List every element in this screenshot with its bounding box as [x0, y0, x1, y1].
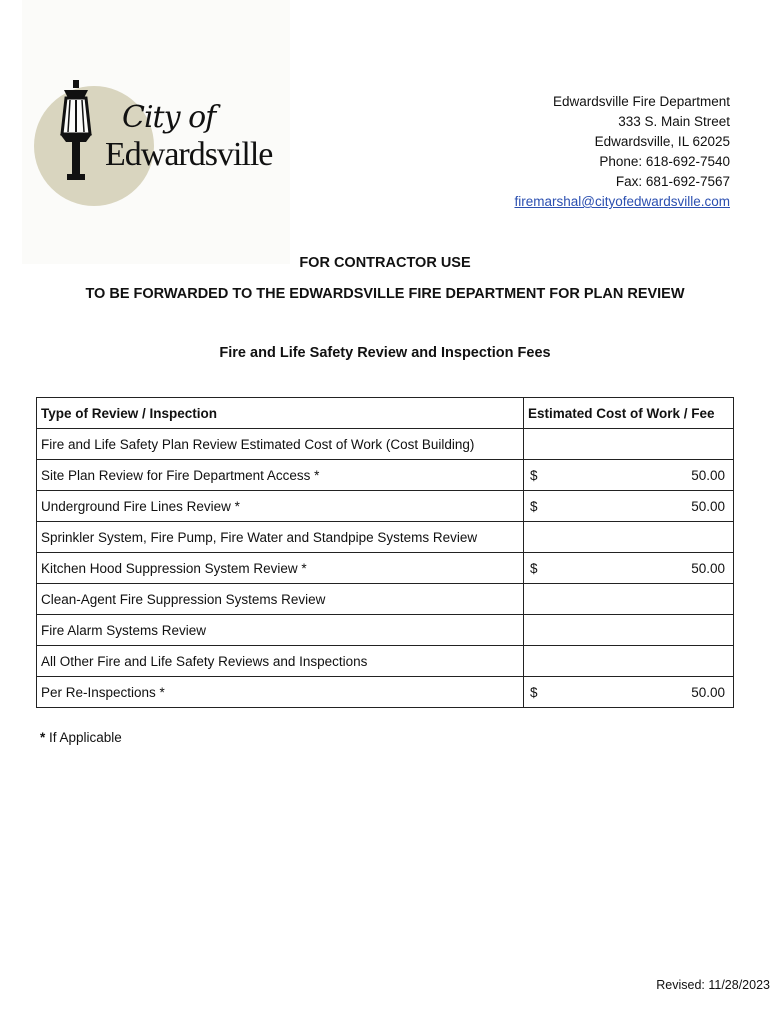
footnote — [40, 730, 122, 745]
table-row — [37, 615, 734, 646]
contractor-use-heading: FOR CONTRACTOR USE — [299, 255, 471, 271]
table-row — [37, 522, 734, 553]
currency-symbol: $ — [530, 560, 538, 576]
fee-cell — [524, 429, 734, 460]
review-type-cell: All Other Fire and Life Safety Reviews and Inspections — [37, 646, 524, 677]
review-type-cell: Underground Fire Lines Review * — [37, 491, 524, 522]
fee-cell — [524, 522, 734, 553]
fee-amount: 50.00 — [691, 560, 725, 576]
fee-cell — [524, 677, 734, 708]
footnote-text: If Applicable — [45, 730, 122, 745]
phone-number: Phone: 618-692-7540 — [599, 154, 730, 169]
header-type: Type of Review / Inspection — [37, 398, 524, 429]
currency-symbol: $ — [530, 498, 538, 514]
fee-cell — [524, 460, 734, 491]
fee-cell — [524, 491, 734, 522]
review-type-cell: Clean-Agent Fire Suppression Systems Review — [37, 584, 524, 615]
fee-amount: 50.00 — [691, 498, 725, 514]
logo-city-text: City of — [122, 100, 216, 135]
table-row — [37, 491, 734, 522]
fax-number: Fax: 681-692-7567 — [615, 174, 730, 189]
table-header-row — [37, 398, 734, 429]
review-type-cell: Sprinkler System, Fire Pump, Fire Water and Standpipe Systems Review — [37, 522, 524, 553]
header-fee: Estimated Cost of Work / Fee — [524, 398, 734, 429]
city-logo — [22, 0, 290, 264]
fee-cell — [524, 615, 734, 646]
fee-cell — [524, 553, 734, 584]
table-row — [37, 584, 734, 615]
currency-symbol: $ — [530, 467, 538, 483]
department-address — [514, 92, 730, 212]
review-type-cell: Site Plan Review for Fire Department Access * — [37, 460, 524, 491]
table-row — [37, 553, 734, 584]
logo-name-text: Edwardsville — [105, 136, 273, 173]
email-link[interactable]: firemarshal@cityofedwardsville.com — [514, 194, 730, 209]
forwarded-heading: TO BE FORWARDED TO THE EDWARDSVILLE FIRE DEPARTMENT FOR PLAN REVIEW — [85, 286, 685, 302]
city-state-zip: Edwardsville, IL 62025 — [594, 134, 730, 149]
table-row — [37, 646, 734, 677]
table-row — [37, 429, 734, 460]
review-type-cell: Fire Alarm Systems Review — [37, 615, 524, 646]
review-type-cell: Fire and Life Safety Plan Review Estimated Cost of Work (Cost Building) — [37, 429, 524, 460]
review-type-cell: Per Re-Inspections * — [37, 677, 524, 708]
fee-amount: 50.00 — [691, 467, 725, 483]
currency-symbol: $ — [530, 684, 538, 700]
street-address: 333 S. Main Street — [618, 114, 730, 129]
fee-amount: 50.00 — [691, 684, 725, 700]
table-row — [37, 460, 734, 491]
fee-cell — [524, 646, 734, 677]
fee-cell — [524, 584, 734, 615]
fees-table — [36, 397, 734, 708]
fees-table-title: Fire and Life Safety Review and Inspection Fees — [219, 345, 551, 361]
table-row — [37, 677, 734, 708]
revised-date: Revised: 11/28/2023 — [656, 978, 770, 992]
department-name: Edwardsville Fire Department — [552, 94, 730, 109]
review-type-cell: Kitchen Hood Suppression System Review * — [37, 553, 524, 584]
footnote-mark: * — [40, 730, 46, 745]
street-lamp-icon — [50, 78, 102, 182]
